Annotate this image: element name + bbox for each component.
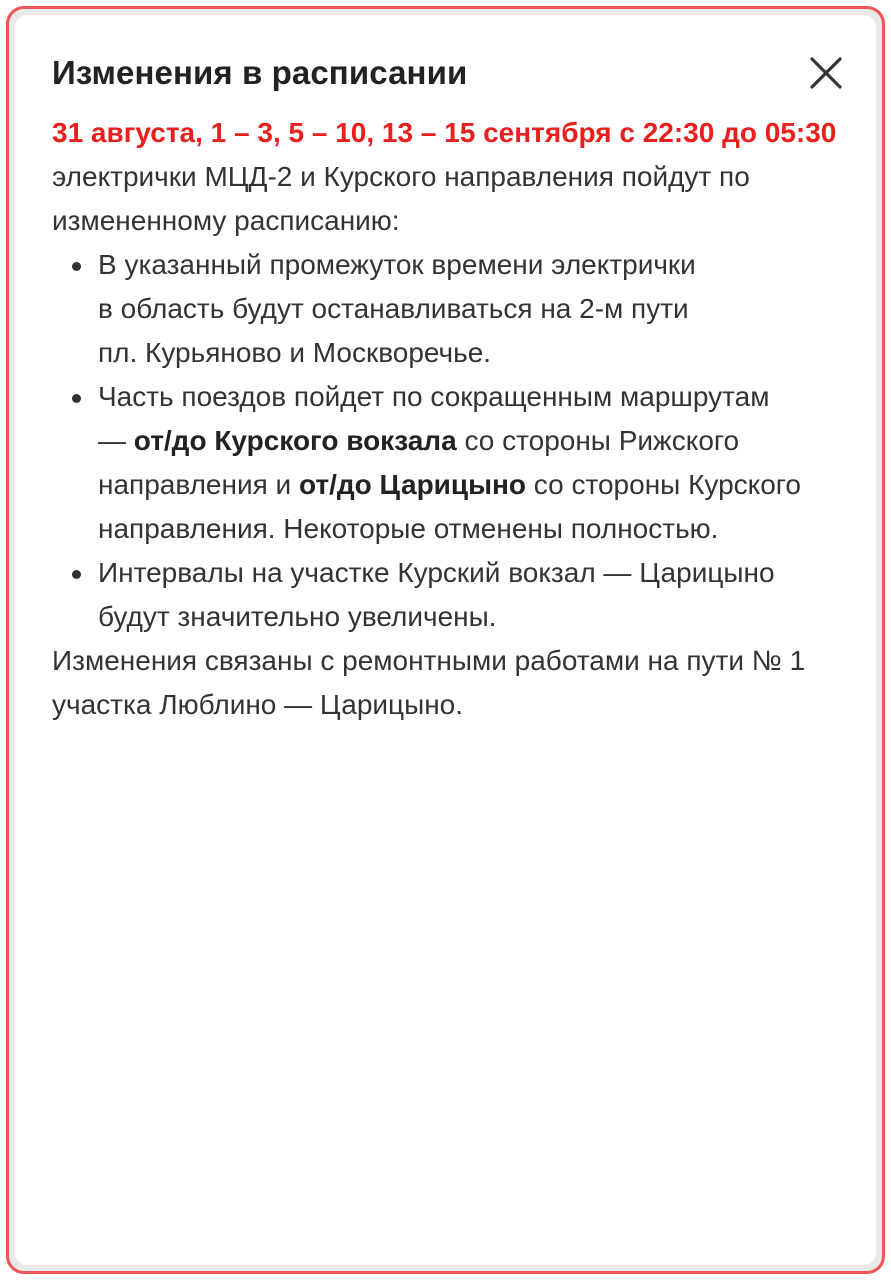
dialog-frame <box>6 6 885 1274</box>
date-range: 31 августа, 1 – 3, 5 – 10, 13 – 15 сентября с 22:30 до 05:30 <box>52 117 837 148</box>
item-2-text-b: со стороны Рижского направления и <box>98 425 740 500</box>
item-3-line-1: Интервалы на участке Курский вокзал — Царицыно <box>98 557 775 588</box>
item-1-line-3: пл. Курьяново и Москворечье. <box>98 337 492 368</box>
item-2-text-c: со стороны Курского направления. Некоторые отменены полностью. <box>98 469 801 544</box>
dialog-header <box>52 53 852 93</box>
item-1-line-2: в область будут останавливаться на 2-м пути <box>98 293 689 324</box>
close-button[interactable] <box>806 53 846 93</box>
list-item <box>98 243 852 375</box>
item-2-dash: — <box>98 425 134 456</box>
footer-text: Изменения связаны с ремонтными работами на пути № 1 участка Люблино — Царицыно. <box>52 645 806 720</box>
item-1-line-1: В указанный промежуток времени электрички <box>98 249 696 280</box>
dialog-content <box>52 111 852 727</box>
item-2-bold-a: от/до Курского вокзала <box>133 425 457 456</box>
item-2-text-a: Часть поездов пойдет по сокращенным маршрутам <box>98 381 770 412</box>
close-icon <box>806 53 846 93</box>
dialog-title: Изменения в расписании <box>52 54 468 91</box>
intro-text: электрички МЦД-2 и Курского направления пойдут по измененному расписанию: <box>52 161 750 236</box>
item-2-bold-b: от/до Царицыно <box>298 469 527 500</box>
schedule-changes-dialog <box>15 15 876 1265</box>
list-item <box>98 551 852 639</box>
item-3-line-2: будут значительно увеличены. <box>98 601 497 632</box>
list-item <box>98 375 852 551</box>
changes-list <box>52 243 852 639</box>
